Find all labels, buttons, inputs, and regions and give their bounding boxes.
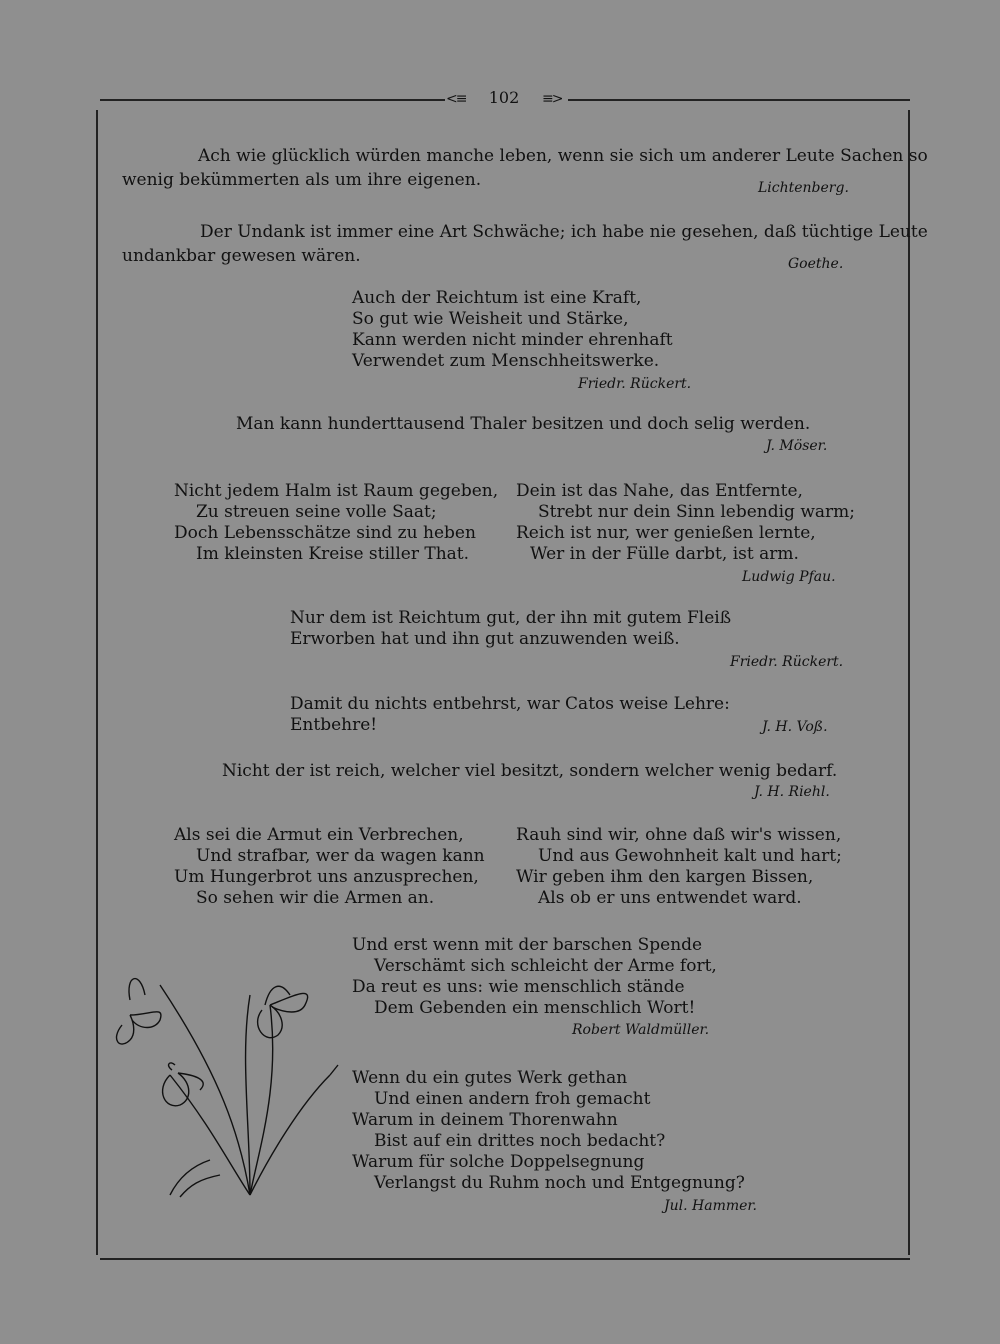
- poem-line: Und erst wenn mit der barschen Spende: [352, 935, 703, 955]
- poem-line: Verlangst du Ruhm noch und Entgegnung?: [374, 1173, 745, 1193]
- quote-line: Man kann hunderttausend Thaler besitzen und doch selig werden.: [236, 414, 811, 434]
- poem-line: Warum in deinem Thorenwahn: [352, 1110, 618, 1130]
- quote-author: J. Möser.: [766, 438, 828, 454]
- poem-line: Kann werden nicht minder ehrenhaft: [352, 330, 673, 350]
- quote-author: Friedr. Rückert.: [578, 376, 692, 392]
- poem-line: Nicht jedem Halm ist Raum gegeben,: [174, 481, 499, 501]
- poem-line: So gut wie Weisheit und Stärke,: [352, 309, 629, 329]
- snowdrop-flowers-icon: [100, 965, 340, 1205]
- quote-line: Nicht der ist reich, welcher viel besitzt, sondern welcher wenig bedarf.: [222, 761, 838, 781]
- quote-author: J. H. Riehl.: [754, 784, 830, 800]
- frame-left: [96, 110, 98, 1255]
- poem-line: Reich ist nur, wer genießen lernte,: [516, 523, 816, 543]
- quote-author: Friedr. Rückert.: [730, 654, 844, 670]
- poem-line: Und strafbar, wer da wagen kann: [196, 846, 485, 866]
- poem-line: So sehen wir die Armen an.: [196, 888, 435, 908]
- poem-line: Nur dem ist Reichtum gut, der ihn mit gutem Fleiß: [290, 608, 732, 628]
- quote-author: Goethe.: [788, 256, 844, 272]
- poem-line: Damit du nichts entbehrst, war Catos weise Lehre:: [290, 694, 730, 714]
- quote-author: Ludwig Pfau.: [742, 569, 836, 585]
- frame-top-right: [568, 99, 910, 101]
- poem-line: Doch Lebensschätze sind zu heben: [174, 523, 476, 543]
- poem-line: Auch der Reichtum ist eine Kraft,: [352, 288, 642, 308]
- quote-line: undankbar gewesen wären.: [122, 246, 361, 266]
- quote-line: Der Undank ist immer eine Art Schwäche; ich habe nie gesehen, daß tüchtige Leute: [200, 222, 928, 242]
- poem-line: Rauh sind wir, ohne daß wir's wissen,: [516, 825, 842, 845]
- quote-author: Lichtenberg.: [758, 180, 849, 196]
- poem-line: Als sei die Armut ein Verbrechen,: [174, 825, 464, 845]
- poem-line: Und aus Gewohnheit kalt und hart;: [538, 846, 842, 866]
- poem-line: Warum für solche Doppelsegnung: [352, 1152, 645, 1172]
- poem-line: Im kleinsten Kreise stiller That.: [196, 544, 470, 564]
- page-number: 102: [488, 88, 520, 107]
- poem-line: Um Hungerbrot uns anzusprechen,: [174, 867, 479, 887]
- poem-line: Verwendet zum Menschheitswerke.: [352, 351, 660, 371]
- frame-right: [908, 110, 910, 1255]
- ornament-left: <≡: [446, 91, 466, 107]
- ornament-right: ≡>: [542, 91, 562, 107]
- poem-line: Verschämt sich schleicht der Arme fort,: [374, 956, 717, 976]
- poem-line: Da reut es uns: wie menschlich stände: [352, 977, 685, 997]
- poem-line: Dem Gebenden ein menschlich Wort!: [374, 998, 696, 1018]
- quote-line: wenig bekümmerten als um ihre eigenen.: [122, 170, 482, 190]
- poem-line: Wir geben ihm den kargen Bissen,: [516, 867, 814, 887]
- poem-line: Bist auf ein drittes noch bedacht?: [374, 1131, 666, 1151]
- poem-line: Dein ist das Nahe, das Entfernte,: [516, 481, 803, 501]
- poem-line: Zu streuen seine volle Saat;: [196, 502, 437, 522]
- quote-author: J. H. Voß.: [762, 719, 828, 735]
- quote-author: Jul. Hammer.: [664, 1198, 758, 1214]
- poem-line: Als ob er uns entwendet ward.: [538, 888, 802, 908]
- quote-author: Robert Waldmüller.: [572, 1022, 710, 1038]
- poem-line: Und einen andern froh gemacht: [374, 1089, 651, 1109]
- frame-top-left: [100, 99, 445, 101]
- frame-bottom: [100, 1258, 910, 1260]
- poem-line: Strebt nur dein Sinn lebendig warm;: [538, 502, 855, 522]
- poem-line: Entbehre!: [290, 715, 378, 735]
- poem-line: Wer in der Fülle darbt, ist arm.: [530, 544, 799, 564]
- poem-line: Erworben hat und ihn gut anzuwenden weiß.: [290, 629, 680, 649]
- quote-line: Ach wie glücklich würden manche leben, wenn sie sich um anderer Leute Sachen so: [198, 146, 928, 166]
- poem-line: Wenn du ein gutes Werk gethan: [352, 1068, 628, 1088]
